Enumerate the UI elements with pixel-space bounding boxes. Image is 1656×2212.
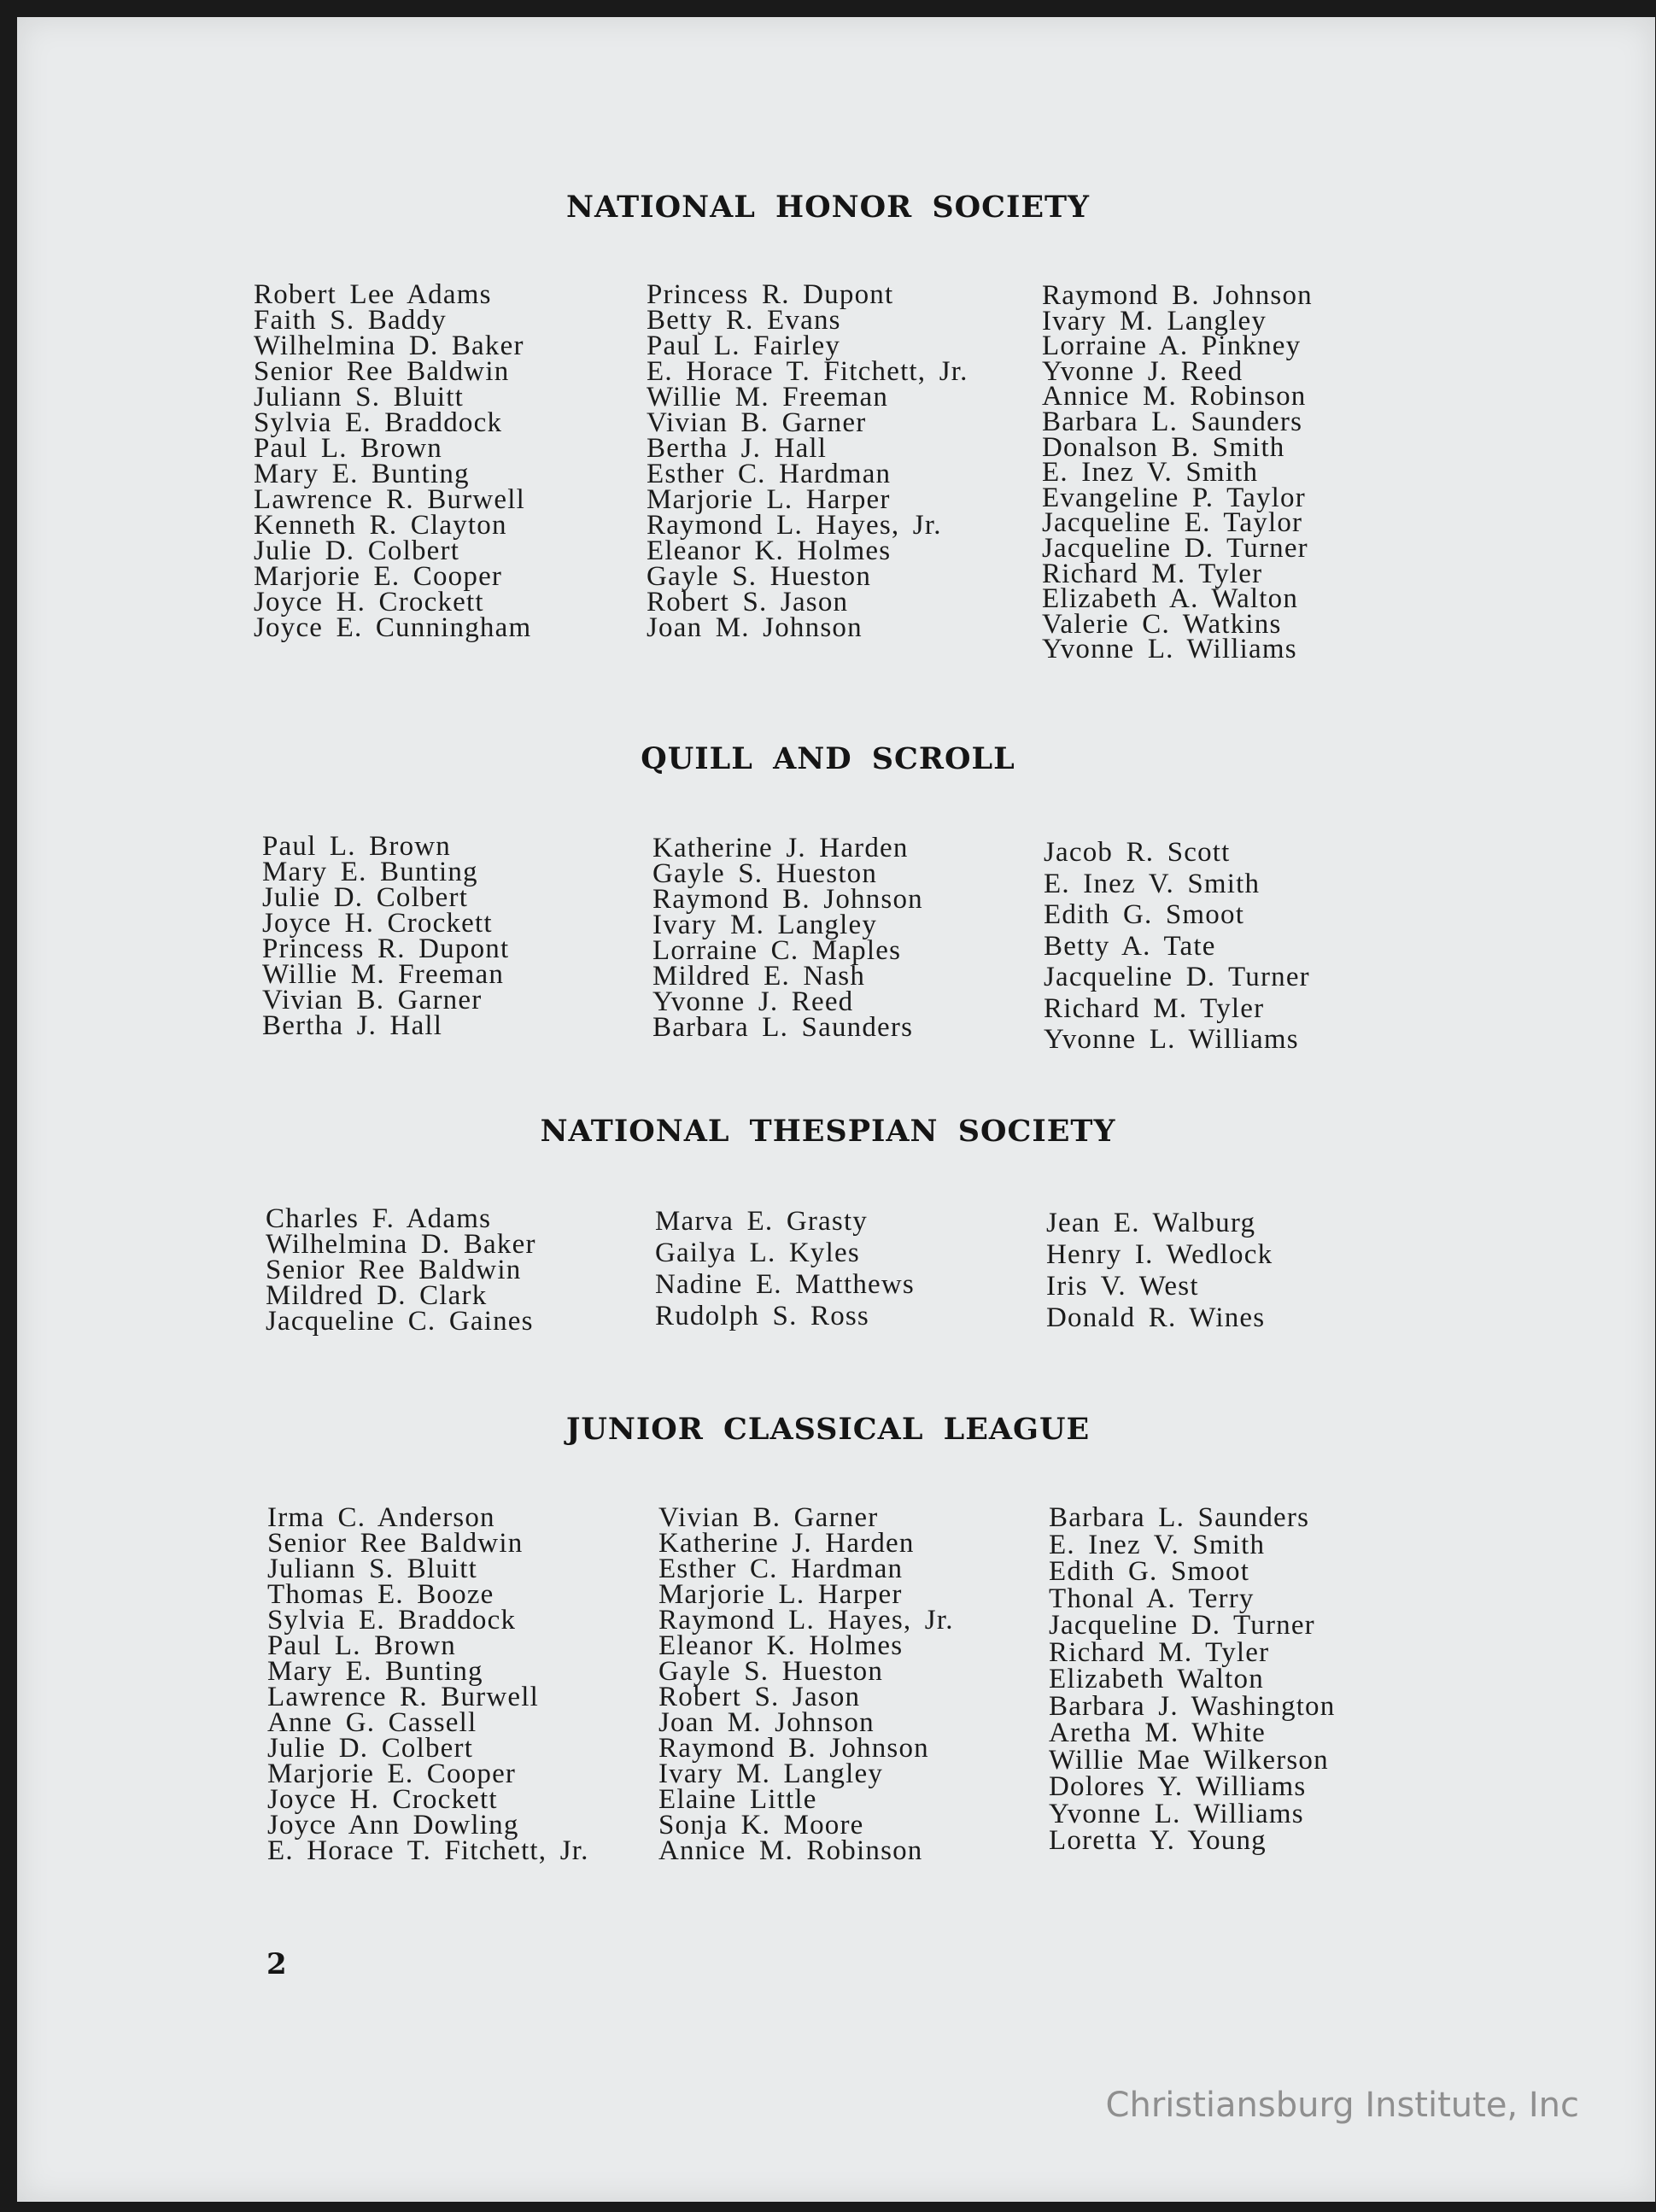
member-name: Raymond L. Hayes, Jr. — [647, 510, 942, 541]
member-name: Vivian B. Garner — [658, 1502, 879, 1533]
member-name: Gailya L. Kyles — [655, 1238, 860, 1268]
member-name: Robert Lee Adams — [254, 279, 492, 310]
member-name: Robert S. Jason — [647, 587, 849, 617]
member-name: Joyce E. Cunningham — [254, 612, 532, 643]
member-name: Mary E. Bunting — [267, 1656, 483, 1687]
member-name: Yvonne L. Williams — [1044, 1024, 1299, 1055]
name-column — [1042, 280, 1313, 665]
member-name: Irma C. Anderson — [267, 1502, 495, 1533]
name-column — [266, 1203, 536, 1337]
member-name: Richard M. Tyler — [1049, 1636, 1270, 1668]
member-name: Vivian B. Garner — [262, 985, 483, 1015]
member-name: Evangeline P. Taylor — [1042, 482, 1306, 513]
member-name: Charles F. Adams — [266, 1203, 492, 1234]
member-name: E. Inez V. Smith — [1049, 1529, 1266, 1560]
member-name: Mary E. Bunting — [262, 857, 478, 887]
member-name: Mary E. Bunting — [254, 459, 470, 489]
member-name: Lorraine C. Maples — [652, 935, 902, 966]
name-column — [267, 1502, 589, 1866]
member-name: Robert S. Jason — [658, 1682, 861, 1712]
name-column — [262, 831, 510, 1041]
name-column — [1046, 1208, 1273, 1334]
member-name: Mildred E. Nash — [652, 961, 866, 992]
member-name: Raymond B. Johnson — [658, 1733, 929, 1764]
member-name: Barbara J. Washington — [1049, 1690, 1336, 1722]
member-name: Donalson B. Smith — [1042, 431, 1285, 463]
member-name: Jean E. Walburg — [1046, 1208, 1256, 1238]
name-column — [254, 279, 532, 643]
member-name: Esther C. Hardman — [658, 1554, 904, 1584]
member-name: Edith G. Smoot — [1044, 899, 1245, 930]
member-name: Willie Mae Wilkerson — [1049, 1744, 1329, 1776]
member-name: Wilhelmina D. Baker — [266, 1229, 536, 1260]
member-name: Betty R. Evans — [647, 305, 841, 336]
member-name: Ivary M. Langley — [652, 910, 878, 940]
member-name: Jacqueline C. Gaines — [266, 1306, 534, 1337]
member-name: Yvonne J. Reed — [1042, 355, 1243, 387]
member-name: Loretta Y. Young — [1049, 1825, 1267, 1856]
member-name: Joyce H. Crockett — [254, 587, 484, 617]
member-name: Betty A. Tate — [1044, 930, 1216, 962]
member-name: Barbara L. Saunders — [652, 1012, 914, 1043]
member-name: Joan M. Johnson — [658, 1707, 875, 1738]
member-name: E. Inez V. Smith — [1042, 457, 1259, 489]
member-name: Donald R. Wines — [1046, 1302, 1266, 1333]
member-name: Gayle S. Hueston — [652, 858, 878, 889]
member-name: Elizabeth Walton — [1049, 1664, 1264, 1694]
member-name: Iris V. West — [1046, 1271, 1199, 1302]
member-name: Lorraine A. Pinkney — [1042, 331, 1302, 362]
member-name: Lawrence R. Burwell — [254, 484, 525, 515]
member-name: Jacqueline D. Turner — [1049, 1610, 1315, 1641]
member-name: Anne G. Cassell — [267, 1707, 477, 1738]
member-name: Richard M. Tyler — [1044, 992, 1265, 1024]
member-name: Elaine Little — [658, 1784, 817, 1815]
section-title: NATIONAL THESPIAN SOCIETY — [540, 1114, 1116, 1149]
member-name: Julie D. Colbert — [262, 882, 469, 913]
member-name: Lawrence R. Burwell — [267, 1682, 539, 1712]
member-name: E. Horace T. Fitchett, Jr. — [647, 356, 968, 387]
member-name: Senior Ree Baldwin — [266, 1255, 522, 1285]
member-name: Elizabeth A. Walton — [1042, 583, 1299, 615]
member-name: Sonja K. Moore — [658, 1810, 864, 1840]
member-name: Senior Ree Baldwin — [267, 1528, 524, 1559]
member-name: Paul L. Brown — [254, 433, 443, 464]
watermark: Christiansburg Institute, Inc — [1105, 2086, 1579, 2125]
member-name: Richard M. Tyler — [1042, 558, 1263, 589]
member-name: Eleanor K. Holmes — [658, 1630, 904, 1661]
section-title: QUILL AND SCROLL — [641, 741, 1015, 776]
member-name: Joyce H. Crockett — [262, 908, 493, 939]
member-name: Kenneth R. Clayton — [254, 510, 507, 541]
member-name: Paul L. Brown — [262, 831, 452, 862]
member-name: Joan M. Johnson — [647, 612, 863, 643]
member-name: Jacqueline D. Turner — [1044, 962, 1310, 992]
member-name: Ivary M. Langley — [1042, 305, 1267, 336]
member-name: Paul L. Brown — [267, 1630, 457, 1661]
member-name: Sylvia E. Braddock — [254, 407, 503, 438]
member-name: Juliann S. Bluitt — [267, 1554, 478, 1584]
member-name: Raymond B. Johnson — [652, 884, 923, 915]
member-name: Bertha J. Hall — [647, 433, 828, 464]
member-name: Bertha J. Hall — [262, 1010, 443, 1041]
member-name: Princess R. Dupont — [262, 933, 510, 964]
name-column — [655, 1206, 915, 1332]
member-name: Annice M. Robinson — [1042, 381, 1307, 413]
member-name: Gayle S. Hueston — [647, 561, 872, 592]
member-name: Marva E. Grasty — [655, 1206, 869, 1237]
member-name: Dolores Y. Williams — [1049, 1771, 1307, 1802]
member-name: Joyce Ann Dowling — [267, 1810, 519, 1840]
member-name: Marjorie L. Harper — [658, 1579, 903, 1610]
member-name: Jacqueline E. Taylor — [1042, 507, 1303, 539]
member-name: Willie M. Freeman — [647, 382, 889, 413]
member-name: Willie M. Freeman — [262, 959, 505, 990]
member-name: Rudolph S. Ross — [655, 1301, 869, 1331]
member-name: Joyce H. Crockett — [267, 1784, 498, 1815]
member-name: Marjorie L. Harper — [647, 484, 891, 515]
member-name: E. Inez V. Smith — [1044, 868, 1261, 899]
member-name: Senior Ree Baldwin — [254, 356, 510, 387]
member-name: Henry I. Wedlock — [1046, 1239, 1273, 1270]
member-name: E. Horace T. Fitchett, Jr. — [267, 1835, 589, 1866]
member-name: Yvonne J. Reed — [652, 986, 854, 1017]
member-name: Katherine J. Harden — [658, 1528, 915, 1559]
member-name: Julie D. Colbert — [267, 1733, 474, 1764]
member-name: Jacqueline D. Turner — [1042, 532, 1308, 564]
name-column — [647, 279, 968, 643]
name-column — [658, 1502, 954, 1866]
member-name: Katherine J. Harden — [652, 833, 909, 863]
member-name: Mildred D. Clark — [266, 1280, 488, 1311]
member-name: Nadine E. Matthews — [655, 1269, 915, 1300]
section-title: NATIONAL HONOR SOCIETY — [565, 190, 1091, 225]
member-name: Sylvia E. Braddock — [267, 1605, 517, 1636]
member-name: Yvonne L. Williams — [1049, 1798, 1304, 1829]
member-name: Barbara L. Saunders — [1049, 1502, 1310, 1533]
member-name: Raymond B. Johnson — [1042, 280, 1313, 311]
member-name: Raymond L. Hayes, Jr. — [658, 1605, 954, 1636]
member-name: Jacob R. Scott — [1044, 837, 1231, 868]
member-name: Thonal A. Terry — [1049, 1583, 1255, 1614]
member-name: Marjorie E. Cooper — [267, 1758, 517, 1789]
name-column — [1044, 837, 1310, 1056]
member-name: Esther C. Hardman — [647, 459, 892, 489]
member-name: Wilhelmina D. Baker — [254, 331, 524, 361]
member-name: Eleanor K. Holmes — [647, 535, 892, 566]
section-title: JUNIOR CLASSICAL LEAGUE — [565, 1412, 1091, 1447]
member-name: Faith S. Baddy — [254, 305, 447, 336]
member-name: Julie D. Colbert — [254, 535, 460, 566]
member-name: Princess R. Dupont — [647, 279, 894, 310]
member-name: Gayle S. Hueston — [658, 1656, 884, 1687]
member-name: Annice M. Robinson — [658, 1835, 923, 1866]
name-column — [1049, 1502, 1336, 1856]
page-number: 2 — [266, 1947, 287, 1981]
member-name: Barbara L. Saunders — [1042, 406, 1303, 437]
member-name: Juliann S. Bluitt — [254, 382, 465, 413]
member-name: Yvonne L. Williams — [1042, 634, 1297, 665]
member-name: Marjorie E. Cooper — [254, 561, 503, 592]
member-name: Vivian B. Garner — [647, 407, 867, 438]
member-name: Aretha M. White — [1049, 1718, 1266, 1748]
member-name: Thomas E. Booze — [267, 1579, 494, 1610]
member-name: Paul L. Fairley — [647, 331, 841, 361]
name-column — [652, 833, 923, 1043]
member-name: Valerie C. Watkins — [1042, 608, 1282, 640]
member-name: Edith G. Smoot — [1049, 1556, 1250, 1587]
member-name: Ivary M. Langley — [658, 1758, 884, 1789]
